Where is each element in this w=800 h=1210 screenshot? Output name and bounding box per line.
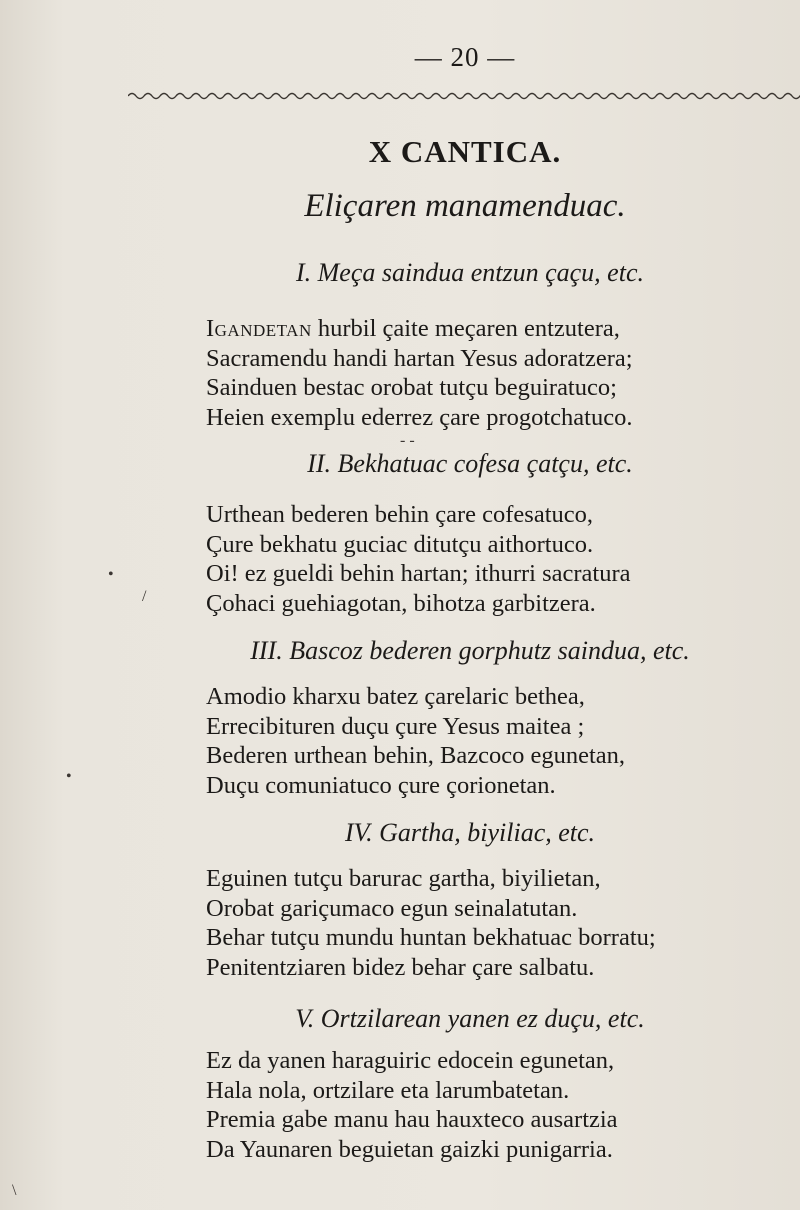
- ornamental-rule: [128, 88, 800, 104]
- chapter-subtitle: Eliçaren manamenduac.: [304, 188, 626, 224]
- print-mark: /: [142, 588, 147, 605]
- section-heading: IV. Gartha, biyiliac, etc.: [344, 818, 596, 847]
- chapter-title: X CANTICA.: [368, 134, 562, 169]
- verse-line: Bederen urthean behin, Bazcoco egunetan,: [206, 742, 626, 769]
- verse-line: Behar tutçu mundu huntan bekhatuac borratu;: [206, 924, 656, 951]
- verse-line: Oi! ez gueldi behin hartan; ithurri sacratura: [206, 560, 631, 587]
- stanza: [206, 864, 786, 982]
- print-mark: \: [12, 1182, 17, 1199]
- verse-line: Da Yaunaren beguietan gaizki punigarria.: [206, 1135, 613, 1163]
- print-mark: •: [66, 768, 72, 785]
- verse-line: Penitentziaren bidez behar çare salbatu.: [206, 953, 595, 981]
- verse-line: Heien exemplu ederrez çare progotchatuco.: [206, 403, 633, 431]
- verse-line: Sainduen bestac orobat tutçu beguiratuco;: [206, 374, 617, 401]
- drop-word: Igandetan: [206, 315, 312, 342]
- print-mark: •: [108, 566, 114, 583]
- stanza: [206, 682, 786, 800]
- verse-line: Eguinen tutçu barurac gartha, biyilietan,: [206, 865, 601, 892]
- verse-line: Duçu comuniatuco çure çorionetan.: [206, 771, 556, 799]
- verse-line: Urthean bederen behin çare cofesatuco,: [206, 501, 594, 528]
- print-mark: - -: [400, 432, 415, 449]
- section-heading: V. Ortzilarean yanen ez duçu, etc.: [295, 1004, 645, 1033]
- verse-line: [206, 314, 786, 344]
- verse-line: Sacramendu handi hartan Yesus adoratzera;: [206, 344, 633, 372]
- stanza: [206, 314, 786, 432]
- section-heading: I. Meça saindua entzun çaçu, etc.: [295, 258, 644, 287]
- verse-line: Orobat gariçumaco egun seinalatutan.: [206, 894, 578, 922]
- verse-line: Hala nola, ortzilare eta larumbatetan.: [206, 1076, 570, 1104]
- stanza: [206, 500, 786, 618]
- verse-line: Premia gabe manu hau hauxteco ausartzia: [206, 1106, 618, 1133]
- verse-line: Errecibituren duçu çure Yesus maitea ;: [206, 712, 585, 740]
- stanza: [206, 1046, 786, 1164]
- verse-line: Ez da yanen haraguiric edocein egunetan,: [206, 1047, 615, 1074]
- section-heading: III. Bascoz bederen gorphutz saindua, etc.: [250, 636, 690, 665]
- verse-line: Amodio kharxu batez çarelaric bethea,: [206, 683, 585, 710]
- page-number: — 20 —: [414, 42, 516, 72]
- verse-line: Çure bekhatu guciac ditutçu aithortuco.: [206, 530, 594, 558]
- section-heading: II. Bekhatuac cofesa çatçu, etc.: [307, 449, 633, 478]
- verse-line-text: hurbil çaite meçaren entzutera,: [317, 315, 620, 342]
- verse-line: Çohaci guehiagotan, bihotza garbitzera.: [206, 589, 596, 617]
